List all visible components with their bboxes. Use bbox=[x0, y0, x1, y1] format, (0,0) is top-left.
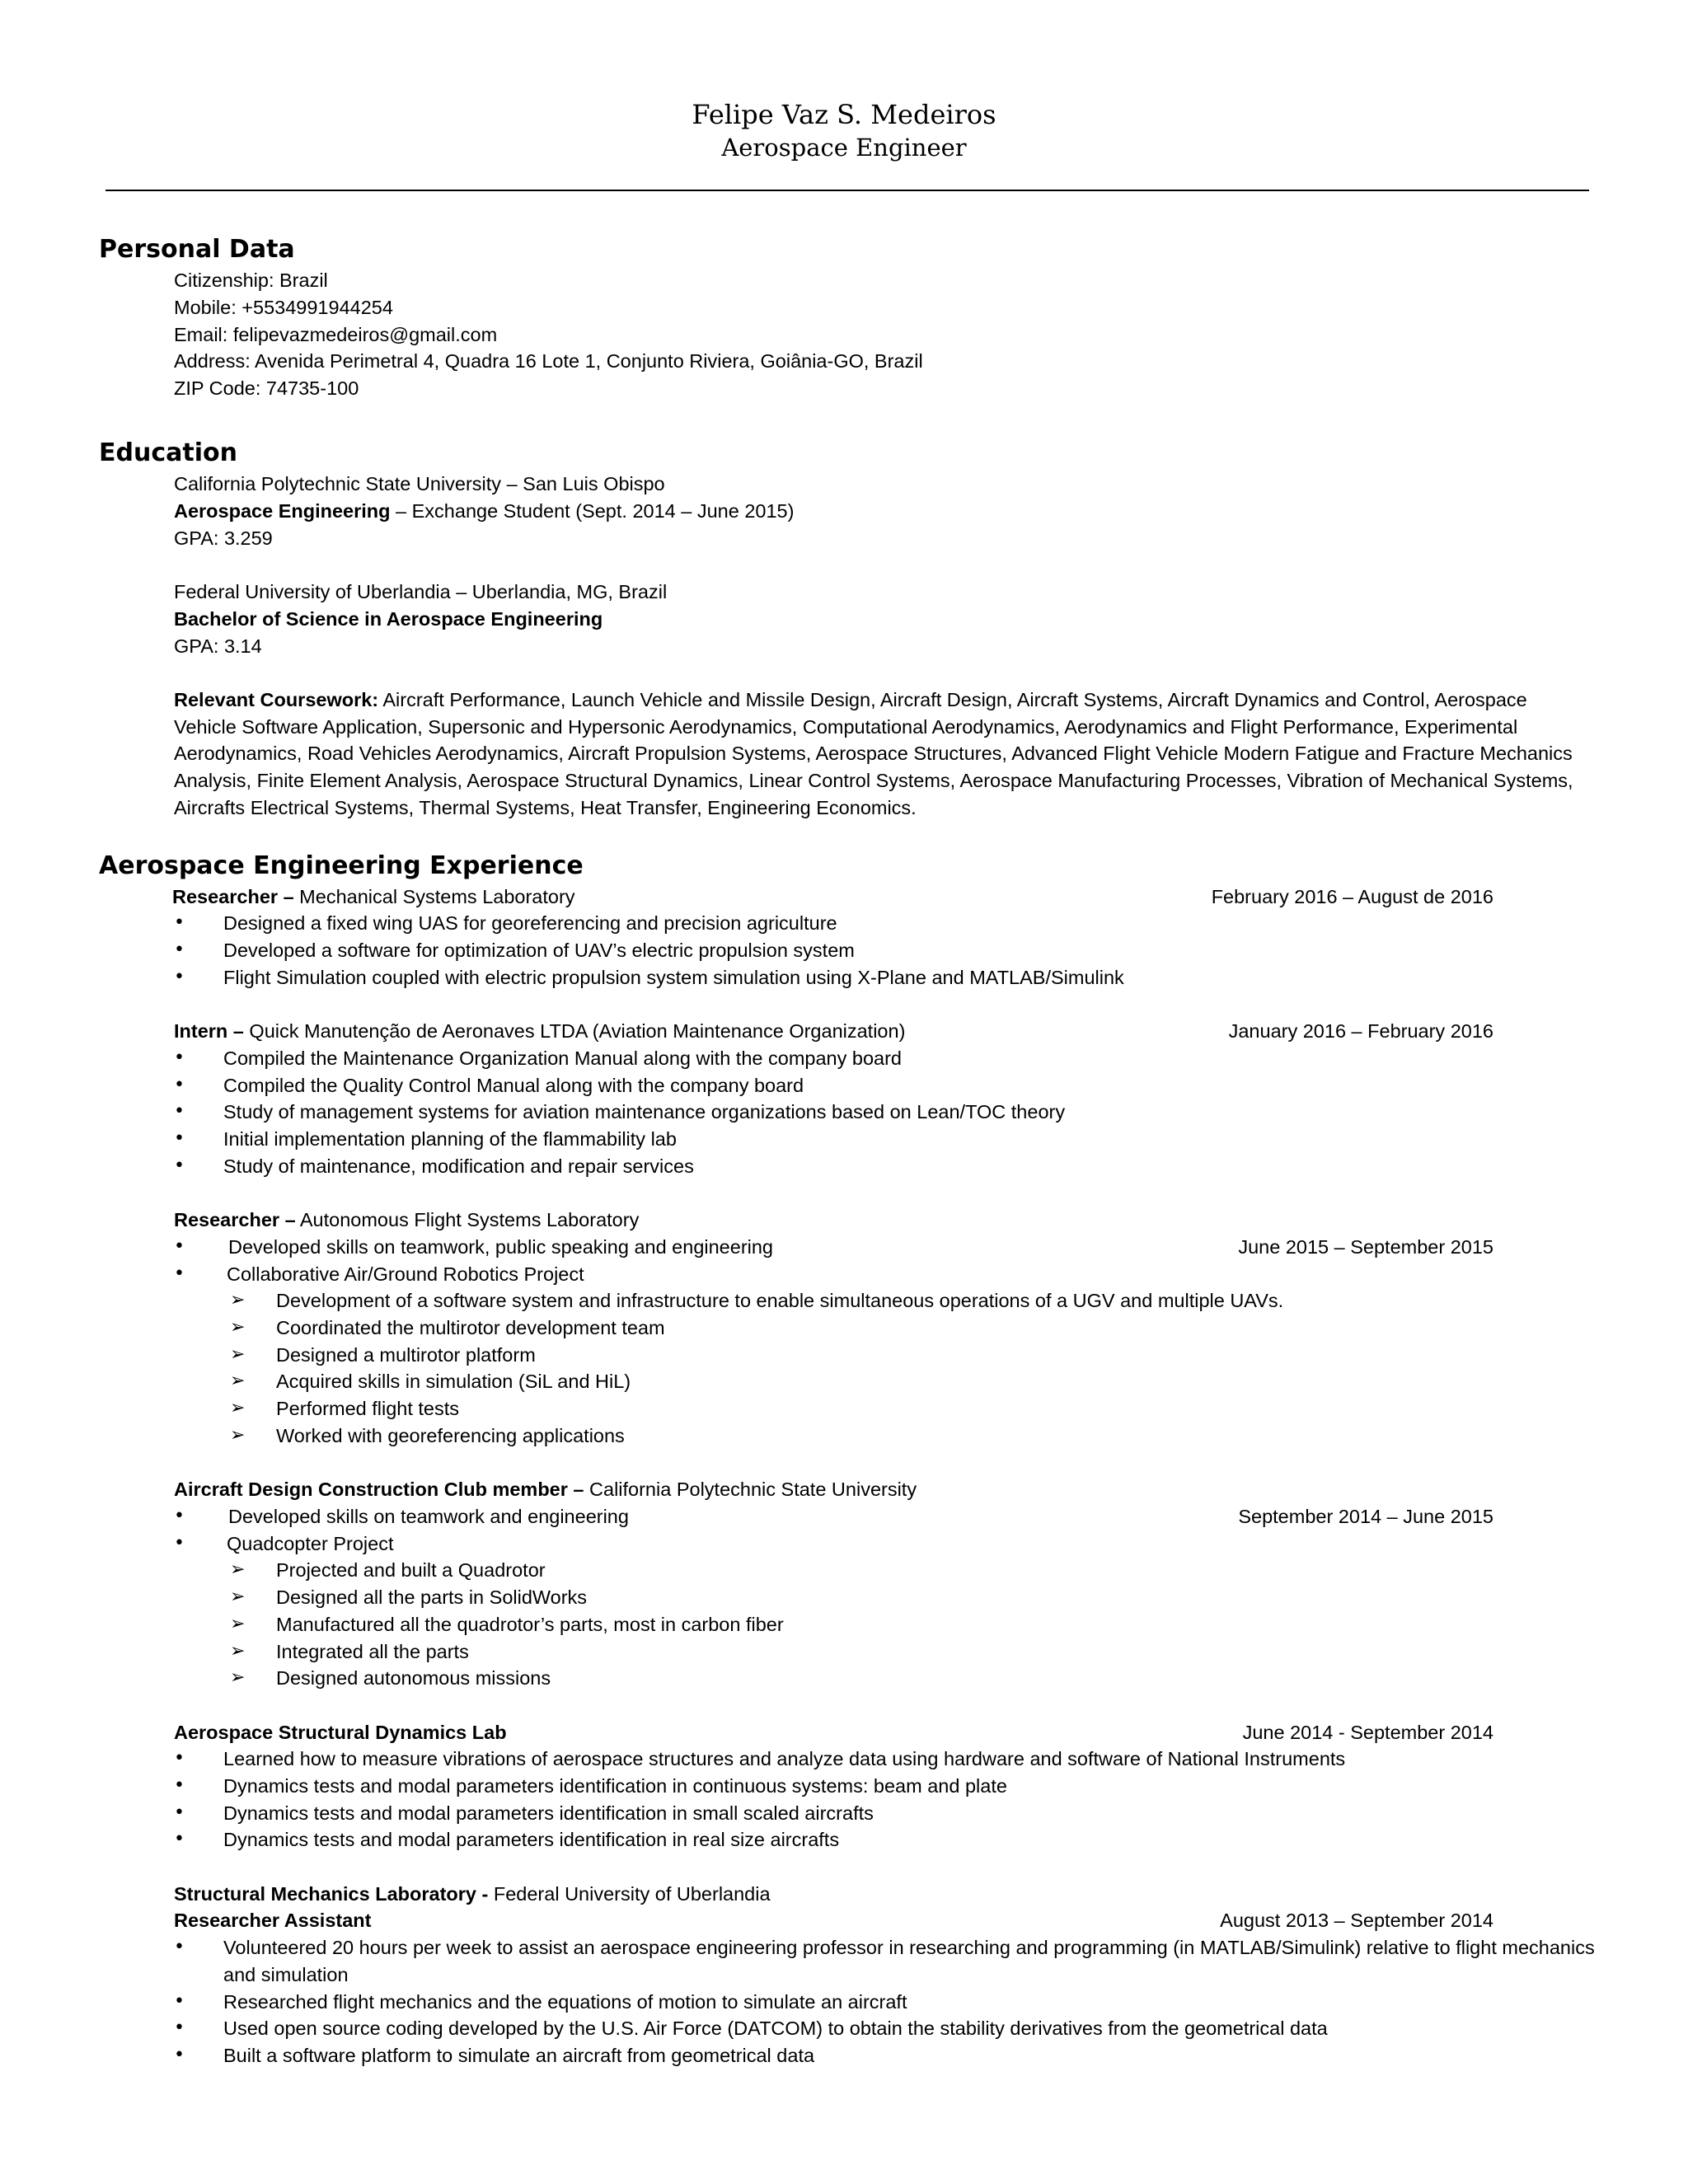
arrow-bullet-icon: ➢ bbox=[230, 1344, 246, 1365]
bullet-icon: • bbox=[174, 1991, 185, 2012]
bullet-icon: • bbox=[174, 967, 185, 987]
job-sub-bullet: Worked with georeferencing applications bbox=[276, 1425, 625, 1446]
job-bullet: Collaborative Air/Ground Robotics Project bbox=[227, 1263, 584, 1285]
section-title-experience: Aerospace Engineering Experience bbox=[99, 851, 584, 880]
bullet-icon: • bbox=[174, 2045, 185, 2065]
edu-coursework bbox=[174, 687, 1592, 822]
personal-citizenship: Citizenship: Brazil bbox=[174, 269, 328, 291]
edu-ufu-school: Federal University of Uberlandia – Uberlandia, MG, Brazil bbox=[174, 581, 668, 602]
job-header bbox=[174, 1207, 639, 1234]
edu-calpoly-school: California Polytechnic State University – San Luis Obispo bbox=[174, 473, 665, 494]
job-date: August 2013 – September 2014 bbox=[1220, 1910, 1493, 1931]
job-bullet: Dynamics tests and modal parameters identification in continuous systems: beam and plate bbox=[223, 1775, 1007, 1797]
job-date: June 2014 - September 2014 bbox=[1242, 1722, 1493, 1743]
job-bullet: Used open source coding developed by the U.S. Air Force (DATCOM) to obtain the stability derivatives from the geometrical data bbox=[223, 2018, 1328, 2039]
coursework-text: Aircraft Performance, Launch Vehicle and Missile Design, Aircraft Design, Aircraft Systems, Aircraft Dynamics and Control, Aerospace Vehicle Software Application, Supersonic and Hypersonic Aerodynamics, Computational Aerodynamics, Aerodynamics and Flight Performance, Experimental Aerodynamics, Road Vehicles Aerodynamics, Aircraft Propulsion Systems, Aerospace Structures, Advanced Flight Vehicle Modern Fatigue and Fracture Mechanics Analysis, Finite Element Analysis, Aerospace Structural Dynamics, Linear Control Systems, Aerospace Manufacturing Processes, Vibration of Mechanical Systems, Aircrafts Electrical Systems, Thermal Systems, Heat Transfer, Engineering Economics. bbox=[174, 689, 1573, 818]
edu-calpoly-gpa: GPA: 3.259 bbox=[174, 527, 273, 549]
candidate-title: Aerospace Engineer bbox=[721, 134, 967, 162]
job-bullet: Volunteered 20 hours per week to assist an aerospace engineering professor in researching and programming (in MATLAB/Simulink) relative to flight mechanics and simulation bbox=[223, 1937, 1595, 1985]
job-bullet: Compiled the Maintenance Organization Manual along with the company board bbox=[223, 1047, 902, 1069]
job-role: Structural Mechanics Laboratory - bbox=[174, 1883, 489, 1905]
bullet-icon: • bbox=[174, 1775, 185, 1796]
job-bullet: Quadcopter Project bbox=[227, 1533, 394, 1554]
coursework-label: Relevant Coursework: bbox=[174, 689, 379, 710]
bullet-icon: • bbox=[174, 1802, 185, 1823]
job-header bbox=[174, 1476, 917, 1503]
edu-calpoly-degree-rest: – Exchange Student (Sept. 2014 – June 2015) bbox=[390, 500, 795, 522]
job-bullet: Study of management systems for aviation maintenance organizations based on Lean/TOC theory bbox=[223, 1101, 1066, 1122]
edu-calpoly-degree bbox=[174, 498, 794, 525]
job-sub-bullet: Performed flight tests bbox=[276, 1398, 460, 1419]
bullet-icon: • bbox=[174, 1937, 185, 1957]
job-date: September 2014 – June 2015 bbox=[1238, 1506, 1493, 1527]
personal-mobile: Mobile: +5534991944254 bbox=[174, 297, 393, 318]
job-org: Quick Manutenção de Aeronaves LTDA (Aviation Maintenance Organization) bbox=[243, 1020, 906, 1042]
job-bullet: Flight Simulation coupled with electric propulsion system simulation using X-Plane and MATLAB/Simulink bbox=[223, 967, 1124, 988]
job-bullet: Initial implementation planning of the flammability lab bbox=[223, 1128, 677, 1150]
bullet-icon: • bbox=[174, 1533, 185, 1554]
job-bullet: Built a software platform to simulate an aircraft from geometrical data bbox=[223, 2045, 815, 2066]
job-bullet: Developed skills on teamwork and engineering bbox=[228, 1506, 629, 1527]
job-sub-bullet: Integrated all the parts bbox=[276, 1641, 469, 1662]
job-header bbox=[172, 883, 575, 911]
arrow-bullet-icon: ➢ bbox=[230, 1641, 246, 1661]
job-bullet: Dynamics tests and modal parameters identification in real size aircrafts bbox=[223, 1829, 840, 1850]
arrow-bullet-icon: ➢ bbox=[230, 1586, 246, 1607]
job-sub-bullet: Manufactured all the quadrotor’s parts, most in carbon fiber bbox=[276, 1614, 784, 1635]
edu-ufu-degree: Bachelor of Science in Aerospace Engineering bbox=[174, 608, 603, 630]
job-date: January 2016 – February 2016 bbox=[1228, 1020, 1493, 1042]
arrow-bullet-icon: ➢ bbox=[230, 1398, 246, 1418]
job-date: February 2016 – August de 2016 bbox=[1211, 886, 1493, 907]
bullet-icon: • bbox=[174, 1075, 185, 1095]
bullet-icon: • bbox=[174, 1101, 185, 1122]
personal-email: Email: felipevazmedeiros@gmail.com bbox=[174, 324, 498, 345]
job-org: Federal University of Uberlandia bbox=[488, 1883, 771, 1905]
job-sub-bullet: Projected and built a Quadrotor bbox=[276, 1559, 546, 1581]
bullet-icon: • bbox=[174, 1236, 185, 1257]
job-role: Aerospace Structural Dynamics Lab bbox=[174, 1722, 507, 1743]
job-bullet: Developed a software for optimization of UAV’s electric propulsion system bbox=[223, 940, 855, 961]
resume-header bbox=[0, 97, 1688, 163]
bullet-icon: • bbox=[174, 1047, 185, 1068]
arrow-bullet-icon: ➢ bbox=[230, 1317, 246, 1338]
job-sub-bullet: Coordinated the multirotor development team bbox=[276, 1317, 665, 1338]
job-bullet: Researched flight mechanics and the equations of motion to simulate an aircraft bbox=[223, 1991, 907, 2013]
personal-zip: ZIP Code: 74735-100 bbox=[174, 377, 359, 399]
bullet-icon: • bbox=[174, 1829, 185, 1849]
job-bullet: Compiled the Quality Control Manual along with the company board bbox=[223, 1075, 804, 1096]
job-bullet: Designed a fixed wing UAS for georeferencing and precision agriculture bbox=[223, 912, 837, 934]
job-org: California Polytechnic State University bbox=[584, 1479, 917, 1500]
job-org: Mechanical Systems Laboratory bbox=[293, 886, 575, 907]
header-divider bbox=[106, 190, 1589, 191]
job-sub-bullet: Acquired skills in simulation (SiL and HiL) bbox=[276, 1371, 631, 1392]
job-sub-bullet: Designed autonomous missions bbox=[276, 1667, 551, 1689]
bullet-icon: • bbox=[174, 940, 185, 960]
job-sub-bullet: Designed all the parts in SolidWorks bbox=[276, 1586, 588, 1608]
section-title-personal: Personal Data bbox=[99, 235, 295, 264]
bullet-icon: • bbox=[174, 1748, 185, 1769]
personal-address: Address: Avenida Perimetral 4, Quadra 16 Lote 1, Conjunto Riviera, Goiânia-GO, Brazil bbox=[174, 350, 923, 372]
arrow-bullet-icon: ➢ bbox=[230, 1290, 246, 1310]
section-title-education: Education bbox=[99, 438, 237, 467]
job-bullet: Learned how to measure vibrations of aerospace structures and analyze data using hardware and software of National Instruments bbox=[223, 1748, 1346, 1769]
job-sub-bullet: Designed a multirotor platform bbox=[276, 1344, 536, 1366]
job-header bbox=[174, 1018, 905, 1045]
job-role: Researcher – bbox=[174, 1209, 296, 1230]
arrow-bullet-icon: ➢ bbox=[230, 1667, 246, 1688]
job-date: June 2015 – September 2015 bbox=[1238, 1236, 1493, 1258]
bullet-icon: • bbox=[174, 2018, 185, 2038]
job-sub-bullet: Development of a software system and infrastructure to enable simultaneous operations of a UGV and multiple UAVs. bbox=[276, 1290, 1284, 1311]
job-bullet: Dynamics tests and modal parameters identification in small scaled aircrafts bbox=[223, 1802, 874, 1824]
arrow-bullet-icon: ➢ bbox=[230, 1559, 246, 1580]
bullet-icon: • bbox=[174, 1506, 185, 1526]
job-role: Aircraft Design Construction Club member – bbox=[174, 1479, 584, 1500]
arrow-bullet-icon: ➢ bbox=[230, 1614, 246, 1634]
job-org: Autonomous Flight Systems Laboratory bbox=[295, 1209, 640, 1230]
job-role: Intern – bbox=[174, 1020, 244, 1042]
edu-ufu-gpa: GPA: 3.14 bbox=[174, 635, 262, 657]
job-subrole: Researcher Assistant bbox=[174, 1910, 372, 1931]
job-header bbox=[174, 1881, 771, 1908]
bullet-icon: • bbox=[174, 1128, 185, 1149]
job-bullet: Developed skills on teamwork, public speaking and engineering bbox=[228, 1236, 774, 1258]
arrow-bullet-icon: ➢ bbox=[230, 1371, 246, 1391]
arrow-bullet-icon: ➢ bbox=[230, 1425, 246, 1446]
bullet-icon: • bbox=[174, 912, 185, 933]
edu-calpoly-degree-bold: Aerospace Engineering bbox=[174, 500, 391, 522]
candidate-name: Felipe Vaz S. Medeiros bbox=[692, 99, 996, 130]
bullet-icon: • bbox=[174, 1263, 185, 1284]
job-bullet: Study of maintenance, modification and repair services bbox=[223, 1155, 694, 1177]
bullet-icon: • bbox=[174, 1155, 185, 1176]
job-role: Researcher – bbox=[172, 886, 294, 907]
